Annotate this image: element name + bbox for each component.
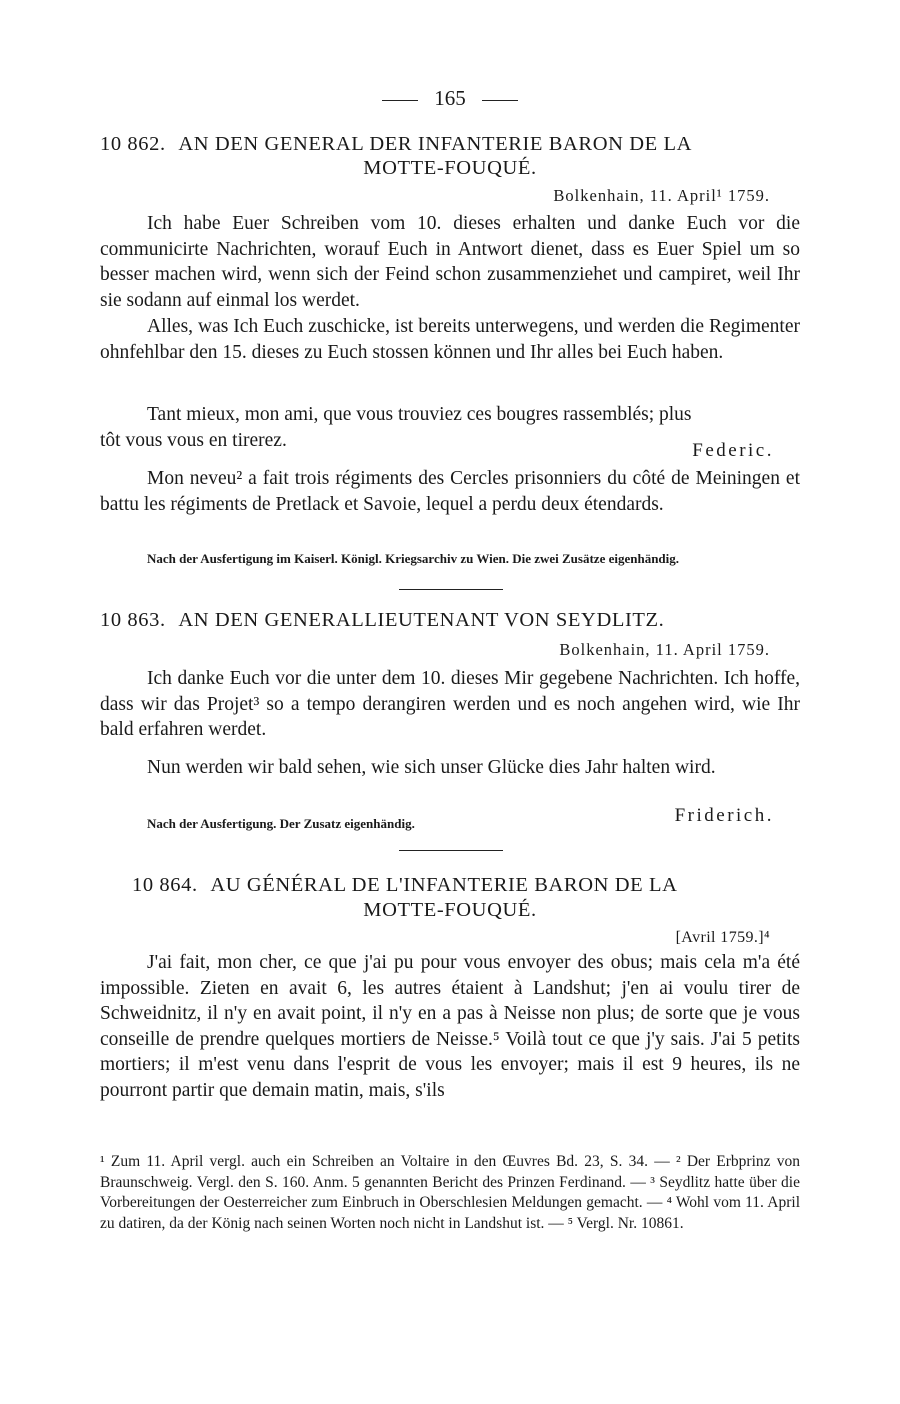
source-note: Nach der Ausfertigung. Der Zusatz eigenhändig. — [147, 816, 415, 831]
place-date: Bolkenhain, 11. April 1759. — [559, 640, 770, 659]
letter-addendum: Nun werden wir bald sehen, wie sich unser Glücke dies Jahr halten wird. — [147, 757, 716, 778]
letter-title: AN DEN GENERAL DER INFANTERIE BARON DE LA — [178, 133, 693, 155]
page-number — [0, 86, 900, 111]
section-divider — [399, 850, 503, 851]
page-number-dash-right — [482, 100, 518, 101]
letter-number: 10 863. — [100, 609, 166, 631]
letter-paragraph: Ich danke Euch vor die unter dem 10. dieses Mir gegebene Nachrichten. Ich hoffe, dass wir das Projet³ so a tempo derangiren werden und es noch angehen wird, wie Ihr bald erfahren werdet. — [100, 668, 800, 740]
letter-addendum: Mon neveu² a fait trois régiments des Cercles prisonniers du côté de Meiningen et battu les régiments de Pretlack et Savoie, lequel a perdu deux étendards. — [100, 468, 800, 515]
section-divider — [399, 589, 503, 590]
letter-title: AU GÉNÉRAL DE L'INFANTERIE BARON DE LA — [210, 874, 678, 896]
page-number-text: 165 — [434, 86, 466, 110]
page-number-dash-left — [382, 100, 418, 101]
letter-paragraph: Ich habe Euer Schreiben vom 10. dieses erhalten und danke Euch vor die communicirte Nachrichten, worauf Euch in Antwort dienet, dass es Euer Spiel um so besser machen wird, wenn sich der Feind schon zusammenziehet und campiret, weil Ihr sie sodann auf einmal los werdet. — [100, 213, 800, 311]
letter-title-continued: MOTTE-FOUQUÉ. — [363, 157, 537, 179]
letter-addendum: Tant mieux, mon ami, que vous trouviez ces bougres rassemblés; plus tôt vous vous en tirerez. — [100, 404, 692, 451]
letter-title: AN DEN GENERALLIEUTENANT VON SEYDLITZ. — [178, 609, 665, 631]
letter-heading — [100, 132, 800, 156]
letter-paragraph: Alles, was Ich Euch zuschicke, ist bereits unterwegens, und werden die Regimenter ohnfehlbar den 15. dieses zu Euch stossen können und Ihr alles bei Euch haben. — [100, 316, 800, 363]
place-date: Bolkenhain, 11. April¹ 1759. — [553, 186, 770, 205]
letter-title-continued: MOTTE-FOUQUÉ. — [363, 899, 537, 921]
signature: Federic. — [692, 440, 774, 461]
letter-paragraph: J'ai fait, mon cher, ce que j'ai pu pour vous envoyer des obus; mais cela m'a été impossible. Zieten en avait 6, les autres étaient à Landshut; j'en ai voulu tirer de Schweidnitz, il n'y en avait point, il n'y en a pas à Neisse non plus; de sorte que je vous conseille de prendre quelques mortiers de Neisse.⁵ Voilà tout ce que j'y sais. J'ai 5 petits mortiers; il m'est venu dans l'esprit de vous les envoyer; mais il est 9 heures, ils ne pourront partir que demain matin, mais, s'ils — [100, 952, 800, 1101]
letter-number: 10 864. — [132, 874, 198, 896]
letter-number: 10 862. — [100, 133, 166, 155]
signature: Friderich. — [674, 805, 774, 826]
letter-heading — [132, 873, 792, 897]
letter-heading — [100, 608, 800, 632]
place-date: [Avril 1759.]⁴ — [675, 929, 770, 946]
footnotes: ¹ Zum 11. April vergl. auch ein Schreiben an Voltaire in den Œuvres Bd. 23, S. 34. — ² Der Erbprinz von Braunschweig. Vergl. den S. 160. Anm. 5 genannten Bericht des Prinzen Ferdinand. — ³ Seydlitz hatte über die Vorbereitungen der Oesterreicher zum Einbruch in Oberschlesien Meldungen gemacht. — ⁴ Wohl vom 11. April zu datiren, da der König nach seinen Worten noch nicht in Landshut ist. — ⁵ Vergl. Nr. 10861. — [100, 1153, 800, 1232]
source-note: Nach der Ausfertigung im Kaiserl. Königl. Kriegsarchiv zu Wien. Die zwei Zusätze eigenhändig. — [147, 551, 680, 566]
